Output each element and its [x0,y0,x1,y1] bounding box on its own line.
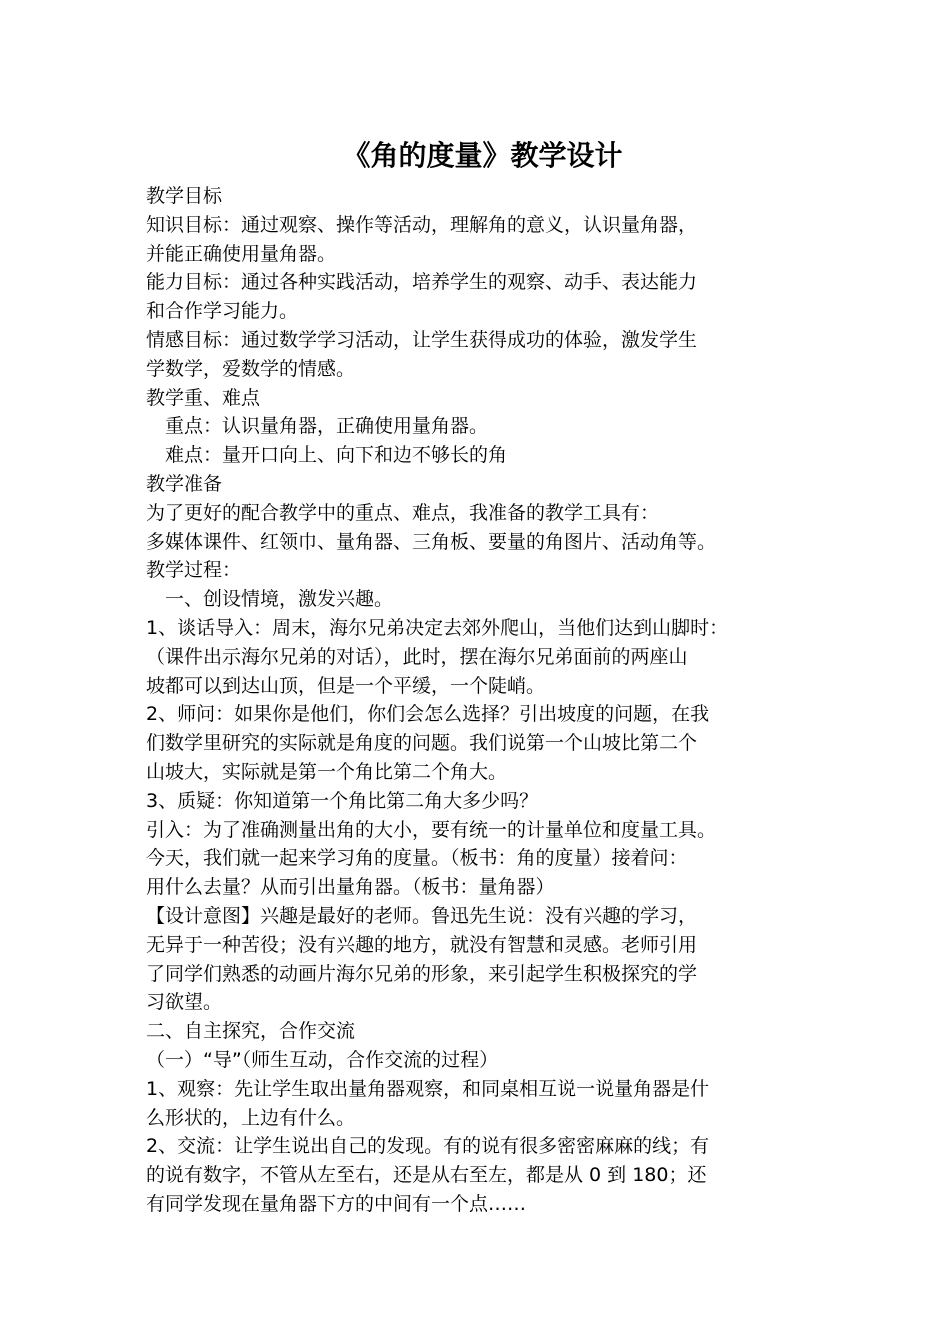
body-line: 能力目标：通过各种实践活动，培养学生的观察、动手、表达能力 [146,271,698,294]
body-line: 为了更好的配合教学中的重点、难点，我准备的教学工具有： [146,501,660,524]
body-line: 习欲望。 [146,991,223,1014]
body-line: 知识目标：通过观察、操作等活动，理解角的意义，认识量角器， [146,213,698,236]
body-line: （一）“导”（师生互动，合作交流的过程） [146,1048,499,1071]
body-line: 并能正确使用量角器。 [146,242,337,265]
body-line: 1、谈话导入：周末，海尔兄弟决定去郊外爬山，当他们达到山脚时： [146,616,729,639]
body-line: 重点：认识量角器，正确使用量角器。 [146,415,489,438]
body-line: 有同学发现在量角器下方的中间有一个点…… [146,1192,527,1215]
body-line: 们数学里研究的实际就是角度的问题。我们说第一个山坡比第二个 [146,732,698,755]
body-line: 引入：为了准确测量出角的大小，要有统一的计量单位和度量工具。 [146,818,717,841]
body-line: 了同学们熟悉的动画片海尔兄弟的形象，来引起学生积极探究的学 [146,962,698,985]
body-line: 【设计意图】兴趣是最好的老师。鲁迅先生说：没有兴趣的学习， [146,904,698,927]
body-line: 1、观察：先让学生取出量角器观察，和同桌相互说一说量角器是什 [146,1077,710,1100]
body-line: （课件出示海尔兄弟的对话），此时，摆在海尔兄弟面前的两座山 [146,645,688,668]
body-line: 二、自主探究，合作交流 [146,1020,356,1043]
body-line: 一、创设情境，激发兴趣。 [146,588,394,611]
body-line: 2、师问：如果你是他们，你们会怎么选择？引出坡度的问题，在我 [146,703,710,726]
body-line: 今天，我们就一起来学习角的度量。（板书：角的度量）接着问： [146,847,688,870]
body-line: 教学目标 [146,185,223,207]
body-line: 教学重、难点 [146,386,261,409]
body-line: 用什么去量？从而引出量角器。（板书：量角器） [146,876,555,899]
body-line: 学数学，爱数学的情感。 [146,357,356,380]
body-line: 情感目标：通过数学学习活动，让学生获得成功的体验，激发学生 [146,328,698,351]
document-body [146,182,836,1219]
body-line: 2、交流：让学生说出自己的发现。有的说有很多密密麻麻的线；有 [146,1135,710,1158]
body-line: 和合作学习能力。 [146,300,299,323]
body-line: 多媒体课件、红领巾、量角器、三角板、要量的角图片、活动角等。 [146,530,717,553]
body-line: 3、质疑：你知道第一个角比第二角大多少吗？ [146,789,539,812]
body-line: 教学过程： [146,559,242,582]
document-title: 《角的度量》教学设计 [342,139,623,172]
body-line: 难点：量开口向上、向下和边不够长的角 [146,444,508,467]
body-line: 坡都可以到达山顶，但是一个平缓，一个陡峭。 [146,674,546,697]
body-line: 山坡大，实际就是第一个角比第二个角大。 [146,760,508,783]
body-line: 的说有数字，不管从左至右，还是从右至左，都是从 0 到 180；还 [146,1164,707,1187]
body-line: 么形状的，上边有什么。 [146,1106,356,1129]
body-line: 无异于一种苦役；没有兴趣的地方，就没有智慧和灵感。老师引用 [146,933,698,956]
body-line: 教学准备 [146,472,223,495]
